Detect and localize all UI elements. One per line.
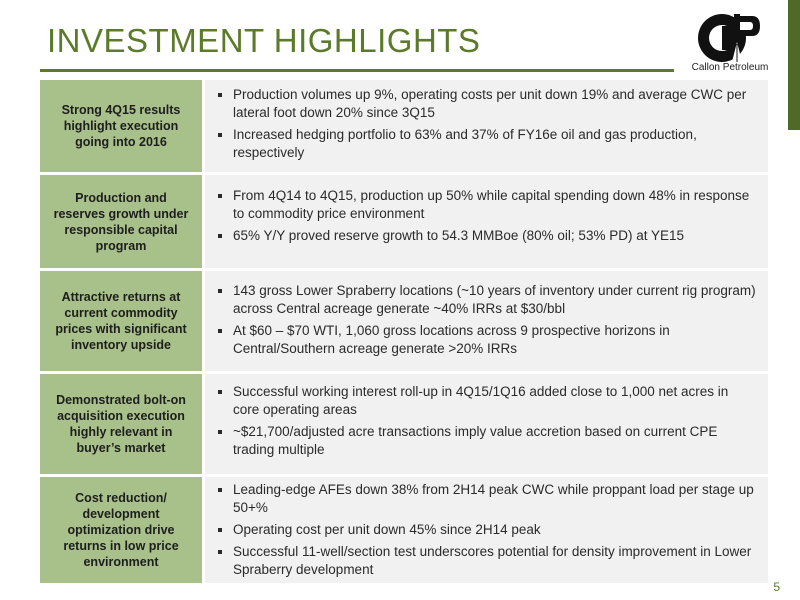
bullet-text: At $60 – $70 WTI, 1,060 gross locations across 9 prospective horizons in Central/Southern acreage generate >20% IRRs [233,323,670,356]
bullet-item [215,521,758,539]
row-body [205,271,768,371]
highlight-row [40,271,768,371]
bullet-marker [218,528,222,532]
bullet-item [215,282,758,318]
bullet-marker [218,390,222,394]
bullet-item [215,543,758,579]
bullet-text: 65% Y/Y proved reserve growth to 54.3 MMBoe (80% oil; 53% PD) at YE15 [233,228,684,243]
row-label: Strong 4Q15 results highlight execution going into 2016 [40,80,202,172]
bullet-item [215,423,758,459]
row-body [205,374,768,474]
row-body [205,477,768,583]
page-number: 5 [773,580,780,594]
row-body [205,175,768,268]
highlight-row [40,175,768,268]
bullet-text: 143 gross Lower Spraberry locations (~10 years of inventory under current rig program) across Central acreage generate ~40% IRRs at $30/bbl [233,283,756,316]
bullet-marker [218,289,222,293]
bullet-text: Operating cost per unit down 45% since 2H14 peak [233,522,541,537]
bullet-text: ~$21,700/adjusted acre transactions imply value accretion based on current CPE trading multiple [233,424,718,457]
bullet-item [215,383,758,419]
bullet-text: Increased hedging portfolio to 63% and 37% of FY16e oil and gas production, respectively [233,127,697,160]
title-divider [40,69,674,72]
bullet-item [215,322,758,358]
bullet-item [215,126,758,162]
bullet-item [215,187,758,223]
row-label: Attractive returns at current commodity prices with significant inventory upside [40,271,202,371]
bullet-marker [218,430,222,434]
bullet-marker [218,234,222,238]
bullet-text: Production volumes up 9%, operating costs per unit down 19% and average CWC per lateral foot down 20% since 3Q15 [233,87,747,120]
bullet-marker [218,194,222,198]
row-label: Cost reduction/ development optimization drive returns in low price environment [40,477,202,583]
bullet-marker [218,488,222,492]
callon-cp-logo-icon [696,12,762,64]
company-logo [682,12,778,76]
bullet-marker [218,550,222,554]
bullet-marker [218,93,222,97]
bullet-marker [218,329,222,333]
row-label: Demonstrated bolt-on acquisition execution highly relevant in buyer’s market [40,374,202,474]
bullet-item [215,86,758,122]
bullet-text: Leading-edge AFEs down 38% from 2H14 peak CWC while proppant load per stage up 50+% [233,482,754,515]
page-title: INVESTMENT HIGHLIGHTS [47,22,481,59]
accent-side-bar [788,0,800,130]
bullet-text: Successful 11-well/section test underscores potential for density improvement in Lower Spraberry development [233,544,752,577]
highlight-row [40,477,768,583]
bullet-item [215,481,758,517]
bullet-text: From 4Q14 to 4Q15, production up 50% while capital spending down 48% in response to commodity price environment [233,188,750,221]
bullet-item [215,227,758,245]
row-body [205,80,768,172]
highlight-row [40,374,768,474]
row-label: Production and reserves growth under responsible capital program [40,175,202,268]
highlight-row [40,80,768,172]
company-name: Callon Petroleum [691,62,769,73]
bullet-marker [218,133,222,137]
bullet-text: Successful working interest roll-up in 4Q15/1Q16 added close to 1,000 net acres in core operating areas [233,384,729,417]
